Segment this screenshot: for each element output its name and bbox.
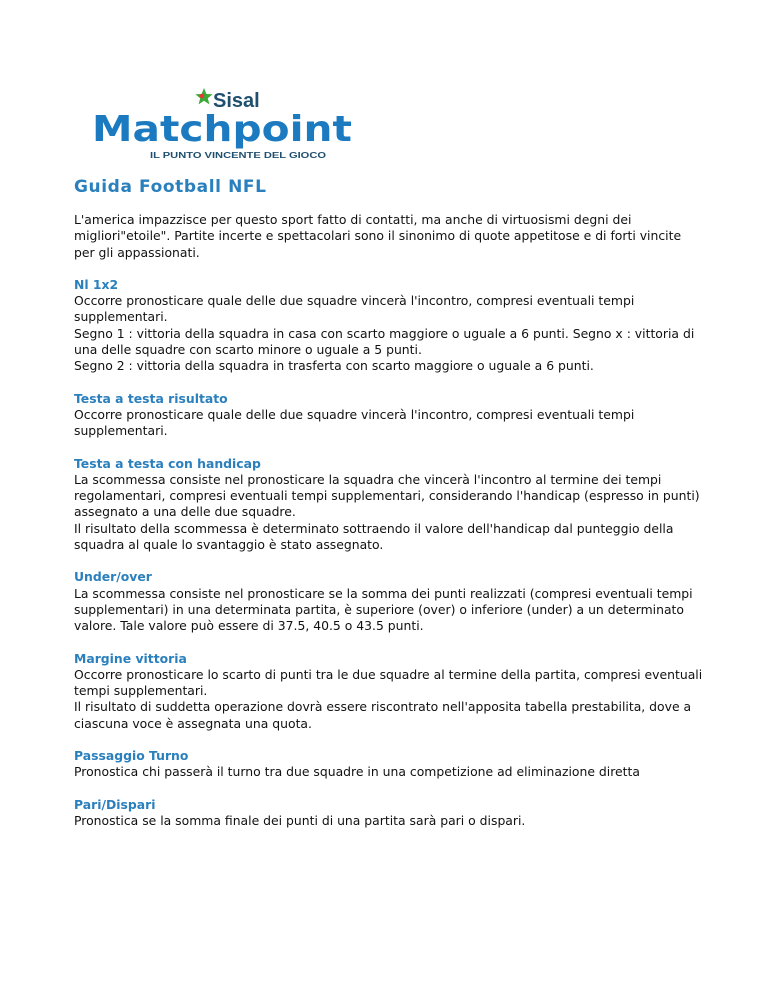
section-text: Segno 1 : vittoria della squadra in casa con scarto maggiore o uguale a 6 punti. Segno x : vittoria di una delle squadre con scarto minore o uguale a 5 punti. xyxy=(74,325,695,358)
section-heading: Passaggio Turno xyxy=(74,748,189,764)
section-under-over xyxy=(74,569,704,634)
section-testa-a-testa-con-handicap xyxy=(74,456,704,554)
logo-tagline: IL PUNTO VINCENTE DEL GIOCO xyxy=(150,150,327,160)
section-heading: Pari/Dispari xyxy=(74,796,156,812)
section-text: Pronostica se la somma finale dei punti di una partita sarà pari o dispari. xyxy=(74,812,526,828)
section-margine-vittoria xyxy=(74,651,704,732)
page-title: Guida Football NFL xyxy=(74,177,267,197)
logo-brand: Sisal xyxy=(213,90,260,112)
section-text: La scommessa consiste nel pronosticare se la somma dei punti realizzati (compresi eventuali tempi supplementari) in una determinata partita, è superiore (over) o inferiore (under) a un determinato valore. Tale valore può essere di 37.5, 40.5 o 43.5 punti. xyxy=(74,585,693,634)
section-pari-dispari xyxy=(74,797,704,830)
section-text: Il risultato di suddetta operazione dovrà essere riscontrato nell'apposita tabella prestabilita, dove a ciascuna voce è assegnata una quota. xyxy=(74,699,692,731)
document-body xyxy=(74,175,704,845)
section-heading: Testa a testa con handicap xyxy=(74,455,261,471)
sections-list xyxy=(74,277,704,829)
intro-paragraph: L'america impazzisce per questo sport fatto di contatti, ma anche di virtuosismi degni dei migliori"etoile". Partite incerte e spettacolari sono il sinonimo di quote appetitose e di forti vincite per gli appassionati. xyxy=(74,212,682,260)
section-heading: Under/over xyxy=(74,569,152,585)
logo-name: Matchpoint xyxy=(92,109,352,150)
sisal-matchpoint-logo xyxy=(92,84,354,162)
section-text: Segno 2 : vittoria della squadra in trasferta con scarto maggiore o uguale a 6 punti. xyxy=(74,358,594,374)
section-text: Pronostica chi passerà il turno tra due squadre in una competizione ad eliminazione diretta xyxy=(74,764,640,780)
section-heading: Nl 1x2 xyxy=(74,276,119,292)
section-text: Occorre pronosticare lo scarto di punti tra le due squadre al termine della partita, compresi eventuali tempi supplementari. xyxy=(74,666,703,699)
section-nl-1x2 xyxy=(74,277,704,375)
star-icon xyxy=(195,88,212,104)
section-text: Occorre pronosticare quale delle due squadre vincerà l'incontro, compresi eventuali tempi supplementari. xyxy=(74,293,635,325)
section-text: Occorre pronosticare quale delle due squadre vincerà l'incontro, compresi eventuali tempi supplementari. xyxy=(74,406,635,439)
section-heading: Margine vittoria xyxy=(74,650,187,666)
section-testa-a-testa-risultato xyxy=(74,391,704,440)
section-passaggio-turno xyxy=(74,748,704,781)
section-heading: Testa a testa risultato xyxy=(74,390,228,406)
section-text: Il risultato della scommessa è determinato sottraendo il valore dell'handicap dal punteggio della squadra al quale lo svantaggio è stato assegnato. xyxy=(74,520,674,553)
section-text: La scommessa consiste nel pronosticare la squadra che vincerà l'incontro al termine dei tempi regolamentari, compresi eventuali tempi supplementari, considerando l'handicap (espresso in punti) assegnato a una delle due squadre. xyxy=(74,471,700,520)
